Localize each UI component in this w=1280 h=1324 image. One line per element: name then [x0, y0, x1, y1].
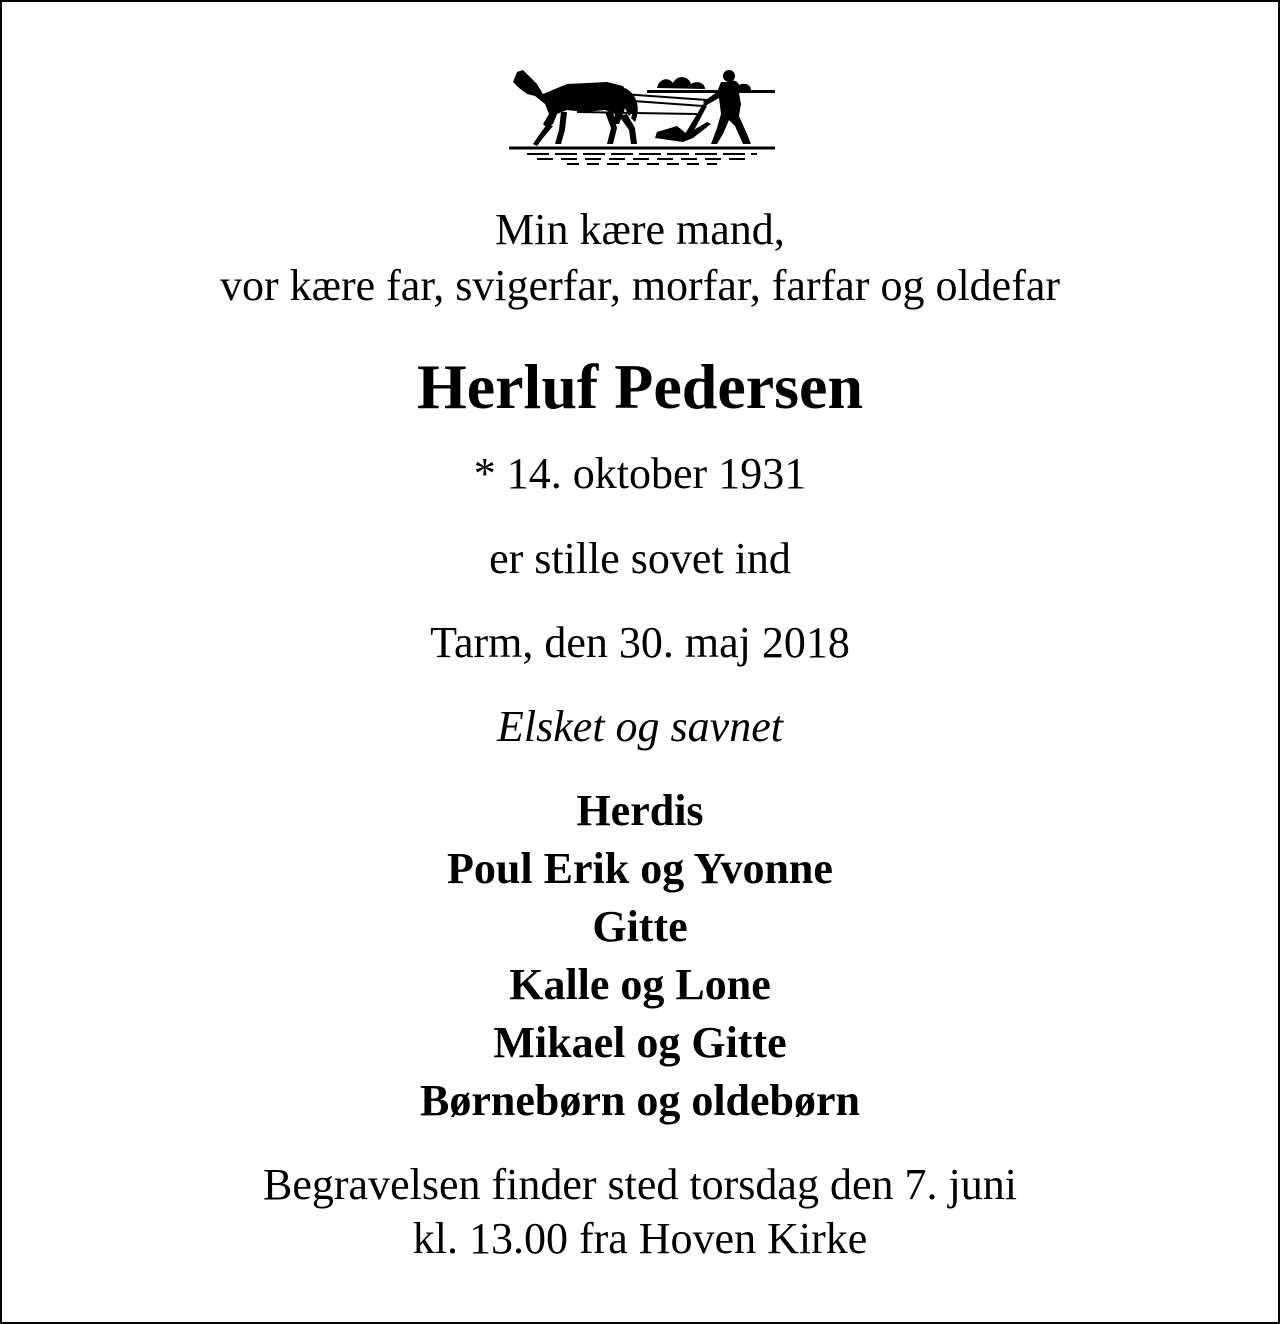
funeral-line-1: Begravelsen finder sted torsdag den 7. juni	[263, 1160, 1017, 1209]
funeral-line-2: kl. 13.00 fra Hoven Kirke	[412, 1214, 868, 1263]
mourner-name: Poul Erik og Yvonne	[447, 844, 833, 893]
mourner-name: Herdis	[576, 786, 704, 835]
mourners-list	[2, 782, 1278, 1130]
mourner-name: Mikael og Gitte	[493, 1018, 787, 1067]
mourner-name: Gitte	[592, 902, 688, 951]
loved-and-missed-text: Elsket og savnet	[497, 702, 783, 751]
passed-away-text: er stille sovet ind	[489, 534, 791, 583]
horse-and-plough-icon	[507, 64, 777, 172]
place-and-date: Tarm, den 30. maj 2018	[430, 618, 850, 667]
mourner-name: Børnebørn og oldebørn	[419, 1076, 861, 1125]
mourner-name: Kalle og Lone	[509, 960, 771, 1009]
intro-line-2: vor kære far, svigerfar, morfar, farfar og oldefar	[219, 261, 1061, 310]
intro-line-1: Min kære mand,	[495, 205, 785, 254]
intro-text	[2, 202, 1278, 314]
birth-date: * 14. oktober 1931	[473, 449, 807, 498]
funeral-info	[2, 1158, 1278, 1266]
deceased-name: Herluf Pedersen	[416, 351, 864, 422]
